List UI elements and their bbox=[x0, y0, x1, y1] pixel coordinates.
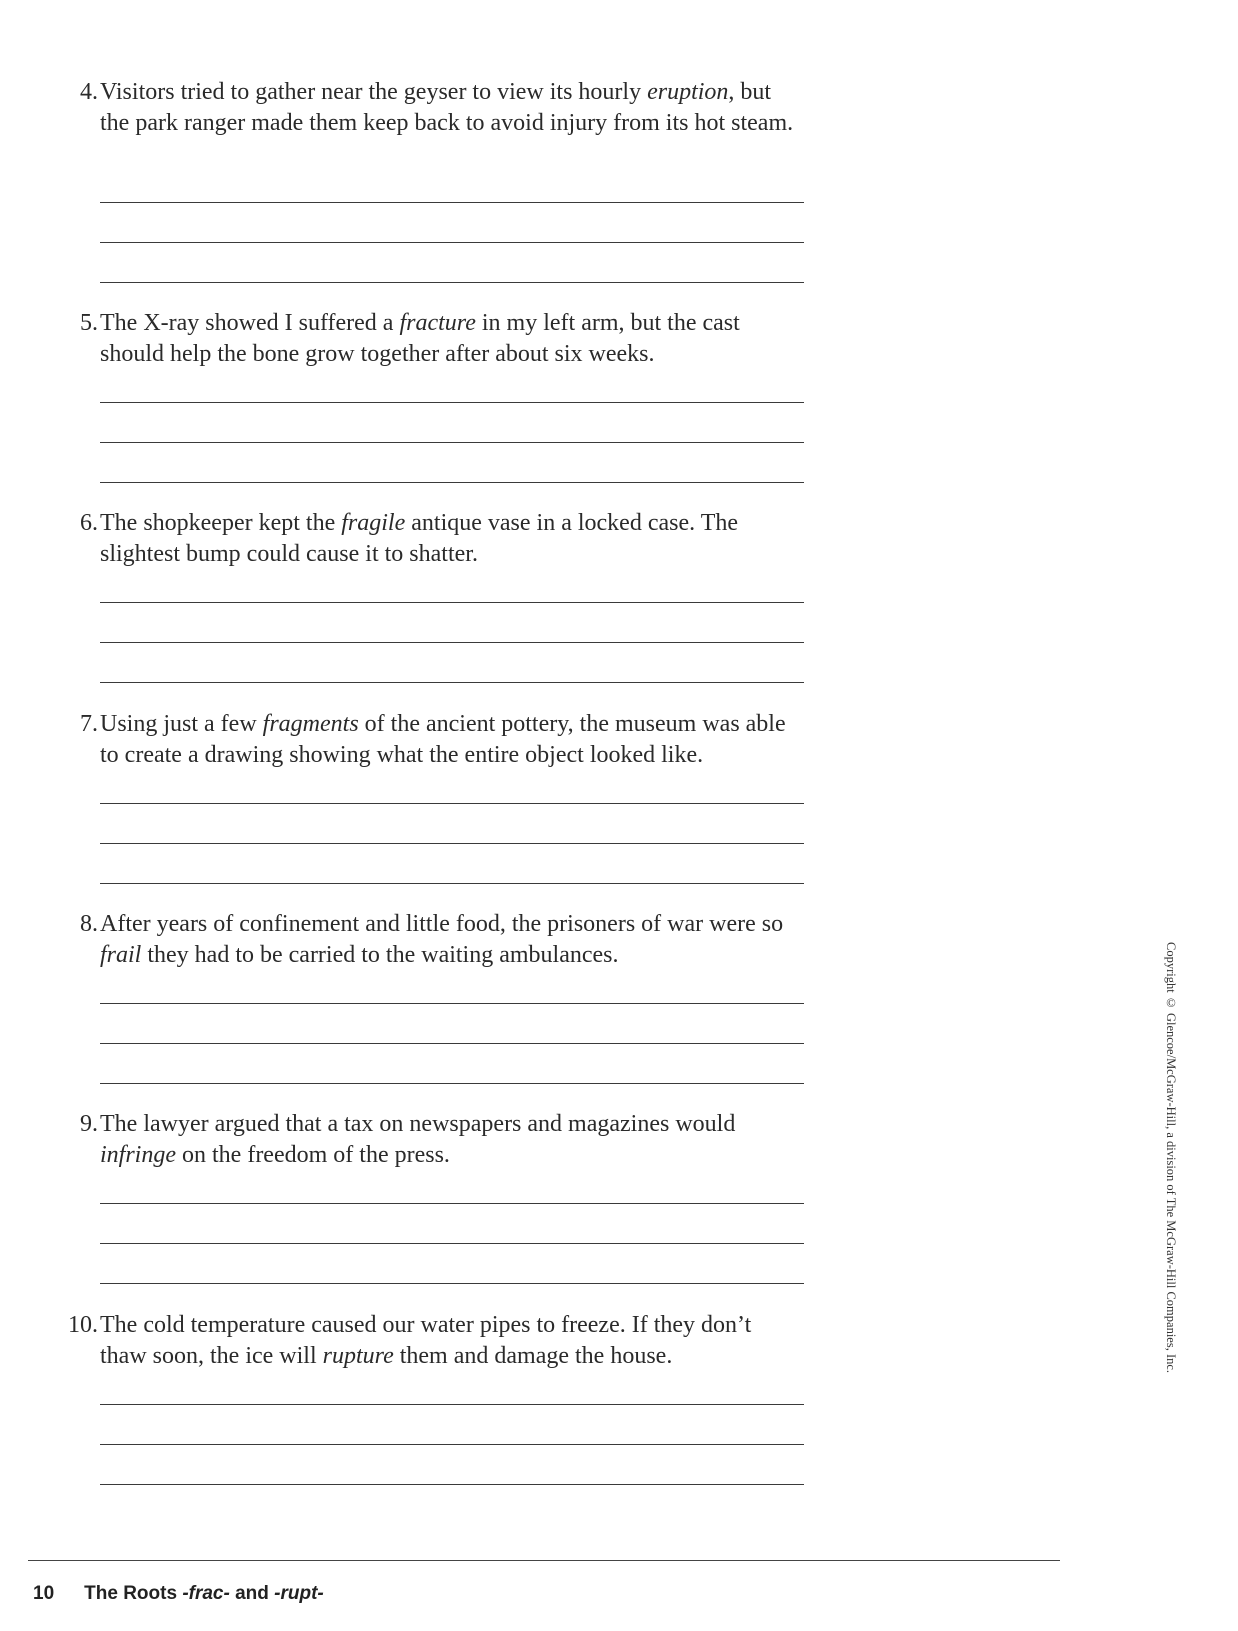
item-number: 4. bbox=[80, 79, 98, 105]
answer-line[interactable] bbox=[100, 482, 804, 483]
answer-line[interactable] bbox=[100, 803, 804, 804]
answer-line[interactable] bbox=[100, 602, 804, 603]
answer-line[interactable] bbox=[100, 442, 804, 443]
copyright-notice: Copyright © Glencoe/McGraw-Hill, a division of The McGraw-Hill Companies, Inc. bbox=[1164, 942, 1178, 1374]
exercise-item-10 bbox=[50, 1310, 810, 1372]
page-number: 10 bbox=[33, 1583, 55, 1604]
exercise-item-7 bbox=[50, 709, 810, 771]
footer-divider bbox=[28, 1560, 1060, 1561]
item-number: 6. bbox=[80, 510, 98, 536]
item-number: 8. bbox=[80, 911, 98, 937]
answer-line[interactable] bbox=[100, 642, 804, 643]
answer-line[interactable] bbox=[100, 202, 804, 203]
exercise-item-9 bbox=[50, 1109, 810, 1171]
answer-line[interactable] bbox=[100, 1203, 804, 1204]
exercise-item-5 bbox=[50, 308, 810, 370]
item-sentence: After years of confinement and little food, the prisoners of war were so frail they had to be carried to the waiting ambulances. bbox=[100, 911, 784, 968]
item-sentence: The lawyer argued that a tax on newspapers and magazines would infringe on the freedom of the press. bbox=[100, 1111, 736, 1168]
answer-line[interactable] bbox=[100, 1404, 804, 1405]
item-sentence: Visitors tried to gather near the geyser to view its hourly eruption, but the park ranger made them keep back to avoid injury from its hot steam. bbox=[100, 79, 794, 136]
answer-line[interactable] bbox=[100, 402, 804, 403]
exercise-item-8 bbox=[50, 909, 810, 971]
item-sentence: The X-ray showed I suffered a fracture in my left arm, but the cast should help the bone grow together after about six weeks. bbox=[100, 310, 740, 367]
answer-line[interactable] bbox=[100, 1003, 804, 1004]
answer-line[interactable] bbox=[100, 282, 804, 283]
vocab-word: rupture bbox=[322, 1343, 394, 1369]
vocab-word: fragments bbox=[262, 711, 359, 737]
item-sentence: Using just a few fragments of the ancient pottery, the museum was able to create a drawing showing what the entire object looked like. bbox=[100, 711, 786, 768]
answer-line[interactable] bbox=[100, 1243, 804, 1244]
exercise-item-4 bbox=[50, 77, 810, 139]
vocab-word: frail bbox=[100, 942, 142, 968]
vocab-word: fracture bbox=[399, 310, 476, 336]
answer-line[interactable] bbox=[100, 1484, 804, 1485]
answer-line[interactable] bbox=[100, 1283, 804, 1284]
vocab-word: fragile bbox=[341, 510, 406, 536]
vocab-word: infringe bbox=[100, 1142, 176, 1168]
item-number: 5. bbox=[80, 310, 98, 336]
answer-line[interactable] bbox=[100, 682, 804, 683]
item-sentence: The cold temperature caused our water pipes to freeze. If they don’t thaw soon, the ice will rupture them and damage the house. bbox=[100, 1312, 752, 1369]
vocab-word: eruption bbox=[647, 79, 729, 105]
footer-title: The Roots -frac- and -rupt- bbox=[84, 1583, 324, 1604]
answer-line[interactable] bbox=[100, 242, 804, 243]
item-number: 7. bbox=[80, 711, 98, 737]
answer-line[interactable] bbox=[100, 1444, 804, 1445]
page-footer bbox=[33, 1583, 324, 1605]
item-number: 10. bbox=[68, 1312, 98, 1338]
item-number: 9. bbox=[80, 1111, 98, 1137]
item-sentence: The shopkeeper kept the fragile antique vase in a locked case. The slightest bump could cause it to shatter. bbox=[100, 510, 739, 567]
exercise-item-6 bbox=[50, 508, 810, 570]
answer-line[interactable] bbox=[100, 883, 804, 884]
answer-line[interactable] bbox=[100, 1083, 804, 1084]
answer-line[interactable] bbox=[100, 843, 804, 844]
answer-line[interactable] bbox=[100, 1043, 804, 1044]
